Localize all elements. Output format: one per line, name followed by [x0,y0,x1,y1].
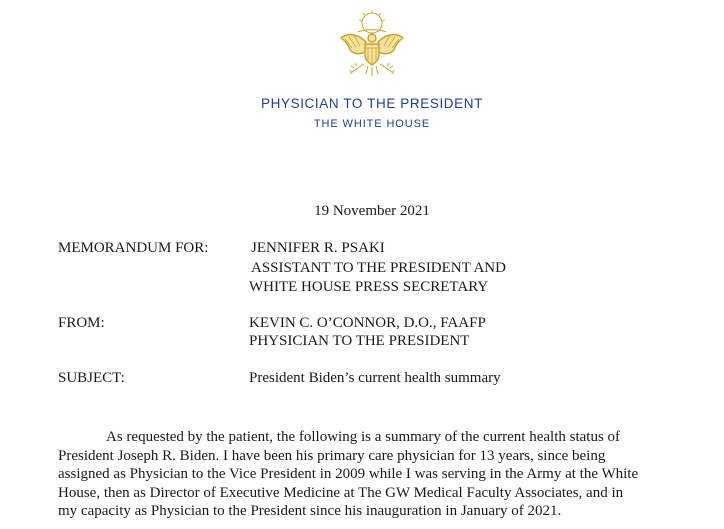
memorandum-for-label: MEMORANDUM FOR: [58,240,209,256]
body-line: House, then as Director of Executive Medicine at The GW Medical Faculty Associates, and in [58,484,624,501]
body-line: assigned as Physician to the Vice President in 2009 while I was serving in the Army at the White [58,466,639,482]
recipient-title-line-1: ASSISTANT TO THE PRESIDENT AND [251,260,506,276]
subject-label: SUBJECT: [58,370,125,386]
recipient-name: JENNIFER R. PSAKI [251,240,385,256]
letterhead-title: PHYSICIAN TO THE PRESIDENT [261,96,483,111]
presidential-seal-icon [336,8,408,84]
recipient-title-line-2: WHITE HOUSE PRESS SECRETARY [249,279,489,295]
body-paragraph [58,428,698,521]
body-line: my capacity as Physician to the President since his inauguration in January of 2021. [58,503,562,519]
sender-name: KEVIN C. O’CONNOR, D.O., FAAFP [249,315,486,331]
from-label: FROM: [58,315,105,331]
body-line: As requested by the patient, the following is a summary of the current health status of [106,429,621,445]
letterhead-subtitle: THE WHITE HOUSE [313,118,431,130]
subject-text: President Biden’s current health summary [249,370,501,386]
sender-title: PHYSICIAN TO THE PRESIDENT [249,333,470,349]
memo-date: 19 November 2021 [314,203,430,219]
body-line: President Joseph R. Biden. I have been his primary care physician for 13 years, since being [58,447,606,464]
